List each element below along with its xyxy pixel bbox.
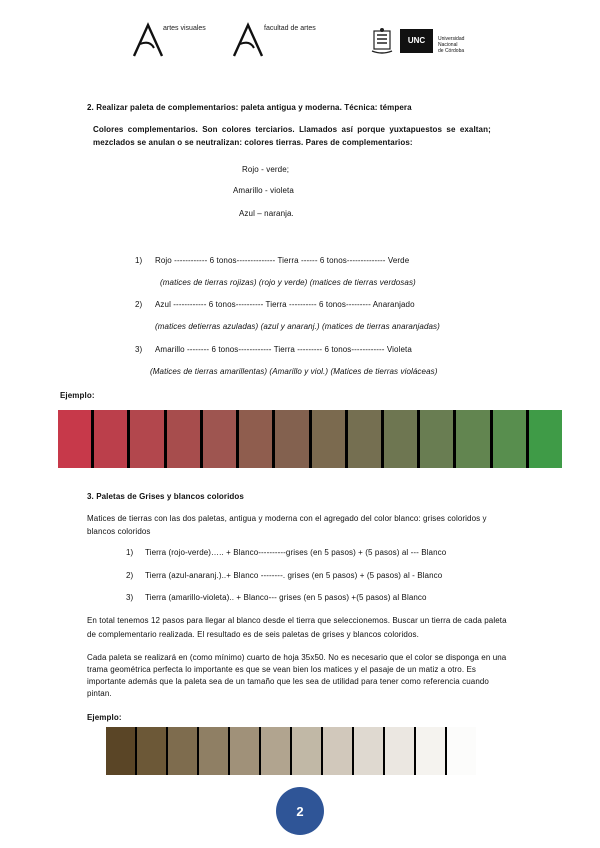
facultad-de-artes-logo <box>230 22 266 58</box>
swatch-color-11 <box>416 727 445 775</box>
swatch-color-8 <box>323 727 352 775</box>
swatch-color-10 <box>384 410 417 468</box>
swatch-color-12 <box>456 410 489 468</box>
para1-line2: de complementario realizada. El resultado es de seis paletas de grises y blancos coloridos. <box>87 630 419 639</box>
swatch-color-2 <box>94 410 127 468</box>
swatch-color-6 <box>261 727 290 775</box>
item1-number: 1) <box>135 256 143 265</box>
item1-sub: (matices de tierras rojizas) (rojo y verde) (matices de tierras verdosas) <box>160 278 416 287</box>
s3-item3-text: Tierra (amarillo-violeta).. + Blanco--- grises (en 5 pasos) +(5 pasos) al Blanco <box>145 593 427 602</box>
pair-yellow-violet: Amarillo - violeta <box>233 186 294 195</box>
swatch-color-4 <box>199 727 228 775</box>
swatch-color-10 <box>385 727 414 775</box>
pair-red-green: Rojo - verde; <box>242 165 290 174</box>
para1-line1: En total tenemos 12 pasos para llegar al blanco desde el tierra que seleccionemos. Buscar un tierra de cada paleta <box>87 616 507 625</box>
para2-line3: importante además que la paleta sea de un tamaño que les sea de utilidad para tener como referencia cuando <box>87 677 489 686</box>
s3-item2-text: Tierra (azul-anaranj.)..+ Blanco --------. grises (en 5 pasos) + (5 pasos) al - Blanco <box>145 571 443 580</box>
item2-sub: (matices detierras azuladas) (azul y anaranj.) (matices de tierras anaranjadas) <box>155 322 440 331</box>
page-number-badge: 2 <box>276 787 324 835</box>
s3-item1-number: 1) <box>126 548 134 557</box>
swatch-color-7 <box>292 727 321 775</box>
swatch-color-12 <box>447 727 476 775</box>
swatch-color-4 <box>167 410 200 468</box>
para2-line4: pintan. <box>87 689 112 698</box>
item3-number: 3) <box>135 345 143 354</box>
swatch-color-5 <box>230 727 259 775</box>
item3-sub: (Matices de tierras amarillentas) (Amarillo y viol.) (Matices de tierras violáceas) <box>150 367 438 376</box>
logo1-label: artes visuales <box>163 25 206 32</box>
swatch-color-13 <box>493 410 526 468</box>
swatch-color-1 <box>58 410 91 468</box>
section3-intro-line1: Matices de tierras con las dos paletas, antigua y moderna con el agregado del color blanco: grises coloridos y <box>87 514 487 523</box>
example2-label: Ejemplo: <box>87 713 122 722</box>
swatch-color-14 <box>529 410 562 468</box>
artes-visuales-logo <box>130 22 166 58</box>
section3-title: 3. Paletas de Grises y blancos coloridos <box>87 492 244 501</box>
para2-line1: Cada paleta se realizará en (como mínimo) cuarto de hoja 35x50. No es necesario que el color se disponga en una <box>87 653 507 662</box>
grey-white-palette-swatch <box>106 727 476 775</box>
section3-intro-line2: blancos coloridos <box>87 527 151 536</box>
swatch-color-3 <box>130 410 163 468</box>
s3-item2-number: 2) <box>126 571 134 580</box>
swatch-color-2 <box>137 727 166 775</box>
swatch-color-7 <box>275 410 308 468</box>
swatch-color-8 <box>312 410 345 468</box>
para2-line2: trama geométrica perfecta lo importante es que se vean bien los matices y el pasaje de un matiz a otro. Es <box>87 665 477 674</box>
swatch-color-11 <box>420 410 453 468</box>
s3-item3-number: 3) <box>126 593 134 602</box>
swatch-color-9 <box>354 727 383 775</box>
item3-text: Amarillo -------- 6 tonos------------ Tierra --------- 6 tonos------------ Violeta <box>155 345 412 354</box>
section2-intro-line2: mezclados se anulan o se neutralizan: colores tierras. Pares de complementarios: <box>93 138 413 147</box>
logo2-label: facultad de artes <box>264 25 316 32</box>
swatch-color-3 <box>168 727 197 775</box>
item2-number: 2) <box>135 300 143 309</box>
example1-label: Ejemplo: <box>60 391 95 400</box>
swatch-color-9 <box>348 410 381 468</box>
unc-crest-icon <box>369 27 395 55</box>
pair-blue-orange: Azul – naranja. <box>239 209 294 218</box>
unc-name-line3: de Córdoba <box>438 48 465 54</box>
section2-title: 2. Realizar paleta de complementarios: paleta antigua y moderna. Técnica: témpera <box>87 103 412 112</box>
complementary-palette-swatch <box>58 410 562 468</box>
item1-text: Rojo ------------ 6 tonos-------------- Tierra ------ 6 tonos-------------- Verde <box>155 256 410 265</box>
unc-name-line1: Universidad <box>438 36 465 42</box>
swatch-color-5 <box>203 410 236 468</box>
unc-logo-box: UNC <box>400 29 433 53</box>
s3-item1-text: Tierra (rojo-verde)….. + Blanco----------grises (en 5 pasos) + (5 pasos) al --- Blanco <box>145 548 447 557</box>
unc-name-line2: Nacional <box>438 42 458 48</box>
item2-text: Azul ------------ 6 tonos---------- Tierra ---------- 6 tonos--------- Anaranjado <box>155 300 415 309</box>
section2-intro-line1: Colores complementarios. Son colores terciarios. Llamados así porque yuxtapuestos se exaltan; <box>93 125 491 134</box>
swatch-color-6 <box>239 410 272 468</box>
swatch-color-1 <box>106 727 135 775</box>
